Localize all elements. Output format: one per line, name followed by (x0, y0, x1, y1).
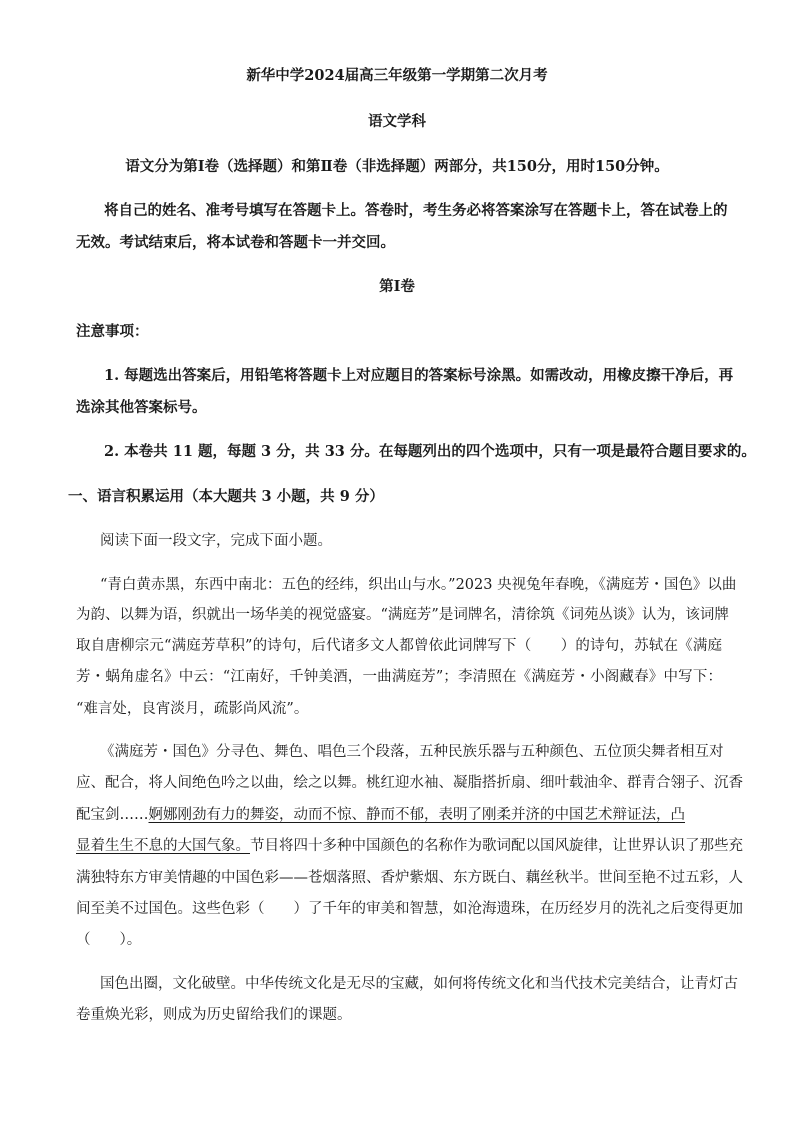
passage-p1-line-1: “青白黄赤黑，东西中南北：五色的经纬，织出山与水。”2023 央视兔年春晚，《满庭芳・国色》以曲 (100, 577, 737, 593)
passage-p2-line-2: 应、配合，将人间绝色吟之以曲，绘之以舞。桃红迎水袖、凝脂搭折扇、细叶载油伞、群青合翎子、沉香 (76, 775, 743, 791)
passage-p3-line-2: 卷重焕光彩，则成为历史留给我们的课题。 (76, 1007, 352, 1023)
section-title: 第Ⅰ卷 (379, 278, 415, 295)
subject-label: 语文学科 (368, 113, 426, 130)
note-2: 2. 本卷共 11 题，每题 3 分，共 33 分。在每题列出的四个选项中，只有一项是最符合题目要求的。 (104, 443, 756, 460)
underlined-sentence-part-1: 婀娜刚劲有力的舞姿，动而不惊、静而不郁，表明了刚柔并济的中国艺术辩证法，凸 (148, 807, 685, 823)
passage-p2-line-1: 《满庭芳・国色》分寻色、舞色、唱色三个段落，五种民族乐器与五种颜色、五位顶尖舞者相互对 (100, 744, 724, 760)
note-1-line-2: 选涂其他答案标号。 (76, 399, 207, 416)
passage-p1-line-3: 取自唐柳宗元“满庭芳草积”的诗句，后代诸多文人都曾依此词牌写下（ ）的诗句，苏轼在《满庭 (76, 638, 722, 654)
passage-p3-line-1: 国色出圈，文化破壁。中华传统文化是无尽的宝藏，如何将传统文化和当代技术完美结合，让青灯古 (100, 976, 738, 992)
reading-prompt: 阅读下面一段文字，完成下面小题。 (100, 533, 332, 549)
passage-p2-line-7: （ ）。 (76, 932, 142, 948)
passage-p1-line-4: 芳・蜗角虚名》中云：“江南好，千钟美酒，一曲满庭芳”；李清照在《满庭芳・小阁藏春》中写下： (76, 669, 722, 685)
passage-p2-line-3 (76, 805, 722, 825)
passage-p1-line-2: 为韵、以舞为语，织就出一场华美的视觉盛宴。“满庭芳”是词牌名，清徐筑《词苑丛谈》认为，该词牌 (76, 607, 729, 623)
instructions-line-1: 将自己的姓名、准考号填写在答题卡上。答卷时，考生务必将答案涂写在答题卡上，答在试卷上的 (104, 202, 728, 219)
exam-intro: 语文分为第Ⅰ卷（选择题）和第Ⅱ卷（非选择题）两部分，共150分，用时150分钟。 (125, 158, 669, 175)
passage-p2-line-6: 间至美不过国色。这些色彩（ ）了千年的审美和智慧，如沧海遗珠，在历经岁月的洗礼之后变得更加 (76, 901, 743, 917)
notes-label: 注意事项： (76, 323, 149, 340)
passage-p2-line-4 (76, 836, 743, 856)
underlined-sentence-part-2: 显着生生不息的大国气象。 (76, 838, 250, 854)
passage-p1-line-5: “难言处，良宵淡月，疏影尚风流”。 (76, 701, 309, 717)
instructions-line-2: 无效。考试结束后，将本试卷和答题卡一并交回。 (76, 234, 395, 251)
passage-p2-line-5: 满独特东方审美情趣的中国色彩——苍烟落照、香炉紫烟、东方既白、藕丝秋半。世间至艳不过五彩，人 (76, 870, 743, 886)
note-1-line-1: 1. 每题选出答案后，用铅笔将答题卡上对应题目的答案标号涂黑。如需改动，用橡皮擦干净后，再 (104, 367, 734, 384)
passage-p2-line-4-plain: 节目将四十多种中国颜色的名称作为歌词配以国风旋律，让世界认识了那些充 (250, 838, 743, 854)
part-1-heading: 一、语言积累运用（本大题共 3 小题，共 9 分） (68, 488, 384, 505)
exam-title: 新华中学2024届高三年级第一学期第二次月考 (246, 67, 548, 84)
passage-p2-line-3-plain: 配宝剑…… (76, 807, 149, 823)
